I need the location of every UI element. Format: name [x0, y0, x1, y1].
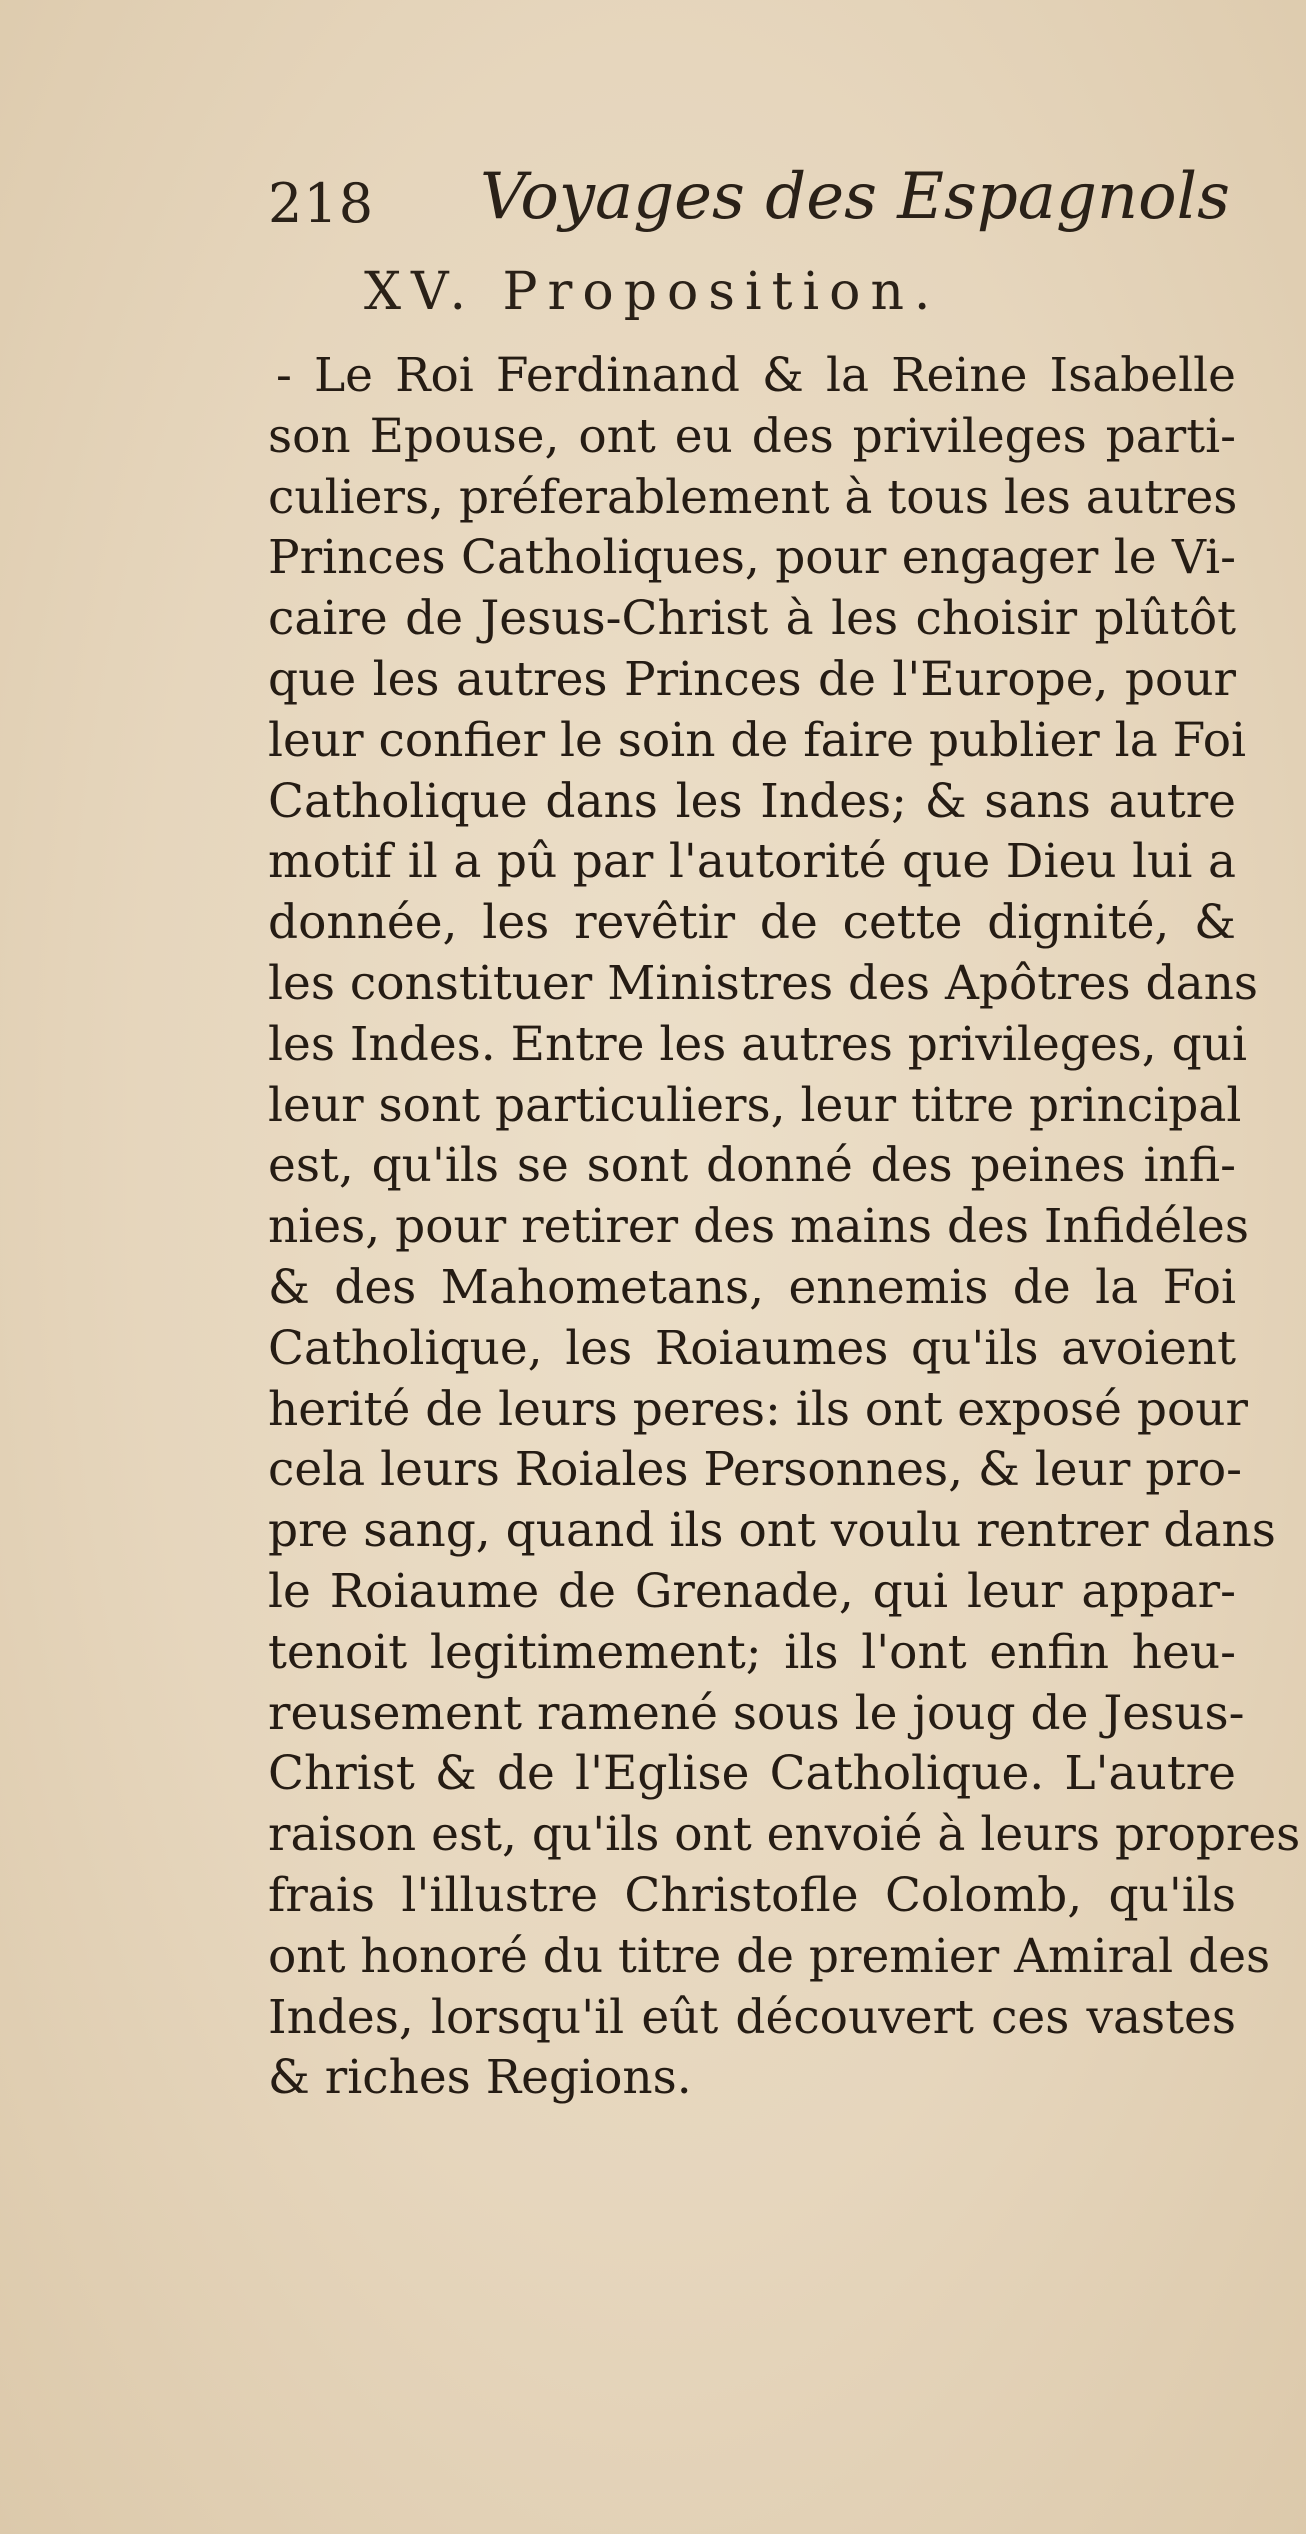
text-line: nies, pour retirer des mains des Infidéles	[268, 1199, 1249, 1255]
text-line: leur sont particuliers, leur titre principal	[268, 1077, 1242, 1133]
text-line: Catholique, les Roiaumes qu'ils avoient	[268, 1320, 1236, 1376]
text-line: caire de Jesus-Christ à les choisir plûtôt	[268, 591, 1236, 647]
text-line: Catholique dans les Indes; & sans autre	[268, 773, 1236, 829]
text-line: les Indes. Entre les autres privileges, qui	[268, 1016, 1248, 1072]
text-line: donnée, les revêtir de cette dignité, &	[268, 895, 1236, 951]
text-line: reusement ramené sous le joug de Jesus-	[268, 1685, 1245, 1741]
running-title: Voyages des Espagnols	[480, 160, 1230, 234]
text-line: les constituer Ministres des Apôtres dans	[268, 955, 1259, 1011]
text-line: Christ & de l'Eglise Catholique. L'autre	[268, 1746, 1236, 1802]
running-head	[268, 160, 1230, 250]
text-line: motif il a pû par l'autorité que Dieu lui a	[268, 834, 1236, 890]
text-line: herité de leurs peres: ils ont exposé pour	[268, 1381, 1249, 1437]
text-line: son Epouse, ont eu des privileges parti-	[268, 408, 1236, 464]
text-line: culiers, préferablement à tous les autres	[268, 469, 1238, 525]
text-line: ont honoré du titre de premier Amiral des	[268, 1928, 1271, 1984]
text-line: frais l'illustre Christofle Colomb, qu'ils	[268, 1867, 1236, 1923]
text-line: Princes Catholiques, pour engager le Vi-	[268, 530, 1236, 586]
text-line: pre sang, quand ils ont voulu rentrer dans	[268, 1503, 1276, 1559]
text-line: leur confier le soin de faire publier la Foi	[268, 712, 1247, 768]
text-line: le Roiaume de Grenade, qui leur appar-	[268, 1563, 1236, 1619]
text-line: raison est, qu'ils ont envoié à leurs propres	[268, 1807, 1301, 1863]
text-line: tenoit legitimement; ils l'ont enfin heu-	[268, 1624, 1236, 1680]
text-line: & riches Regions.	[268, 2050, 692, 2106]
text-line: que les autres Princes de l'Europe, pour	[268, 651, 1236, 707]
text-line: cela leurs Roiales Personnes, & leur pro-	[268, 1442, 1243, 1498]
section-heading: XV. Proposition.	[364, 262, 941, 322]
text-line: - Le Roi Ferdinand & la Reine Isabelle	[276, 348, 1236, 403]
text-line: est, qu'ils se sont donné des peines infi-	[268, 1138, 1236, 1194]
body-text	[268, 346, 1301, 2109]
text-line: Indes, lorsqu'il eût découvert ces vastes	[268, 1989, 1236, 2045]
text-line: & des Mahometans, ennemis de la Foi	[268, 1259, 1236, 1315]
page-number: 218	[268, 172, 375, 235]
